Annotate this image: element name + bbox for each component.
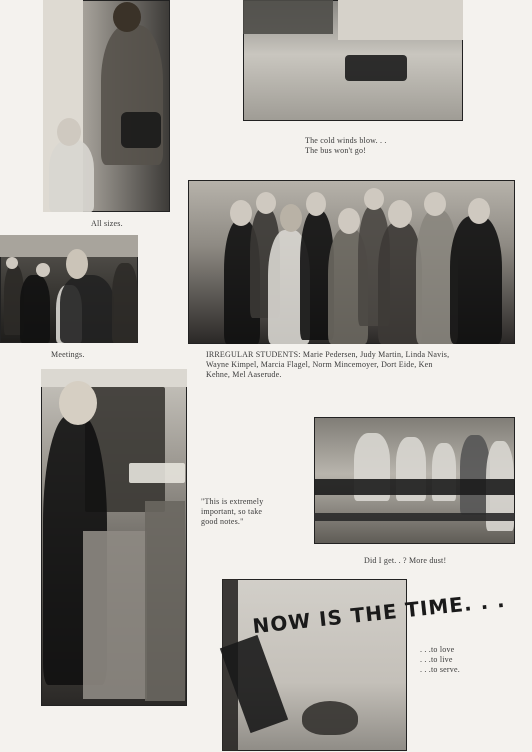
photo-dust — [314, 417, 515, 544]
caption-to-love-line-2: . . .to live — [420, 655, 453, 664]
photo-irregular-students — [188, 180, 515, 344]
photo-meetings — [0, 235, 138, 343]
caption-all-sizes: All sizes. — [91, 219, 123, 228]
photo-speaker-podium — [41, 369, 187, 706]
caption-extremely-line-1: "This is extremely — [201, 497, 264, 506]
caption-cold-winds — [305, 136, 387, 156]
photo-bus-snow — [243, 0, 463, 121]
caption-irregular-line-1: IRREGULAR STUDENTS: Marie Pedersen, Judy Martin, Linda Navis, — [206, 350, 450, 359]
caption-to-love-line-1: . . .to love — [420, 645, 455, 654]
caption-did-i-get: Did I get. . ? More dust! — [364, 556, 447, 565]
caption-irregular-line-2: Wayne Kimpel, Marcia Flagel, Norm Mincemoyer, Dort Eide, Ken — [206, 360, 433, 369]
photo-all-sizes — [43, 0, 170, 212]
caption-extremely-line-2: important, so take — [201, 507, 263, 516]
caption-cold-winds-line-1: The cold winds blow. . . — [305, 136, 387, 145]
caption-cold-winds-line-2: The bus won't go! — [305, 146, 367, 155]
caption-to-love-line-3: . . .to serve. — [420, 665, 460, 674]
caption-extremely-line-3: good notes." — [201, 517, 244, 526]
caption-irregular-line-3: Kehne, Mel Aaserude. — [206, 370, 282, 379]
caption-meetings: Meetings. — [51, 350, 85, 359]
caption-to-love — [420, 645, 460, 675]
caption-irregular-students — [206, 350, 449, 380]
banner-text: NOW IS THE TIME. . . — [251, 587, 507, 639]
caption-extremely-important — [201, 497, 263, 527]
